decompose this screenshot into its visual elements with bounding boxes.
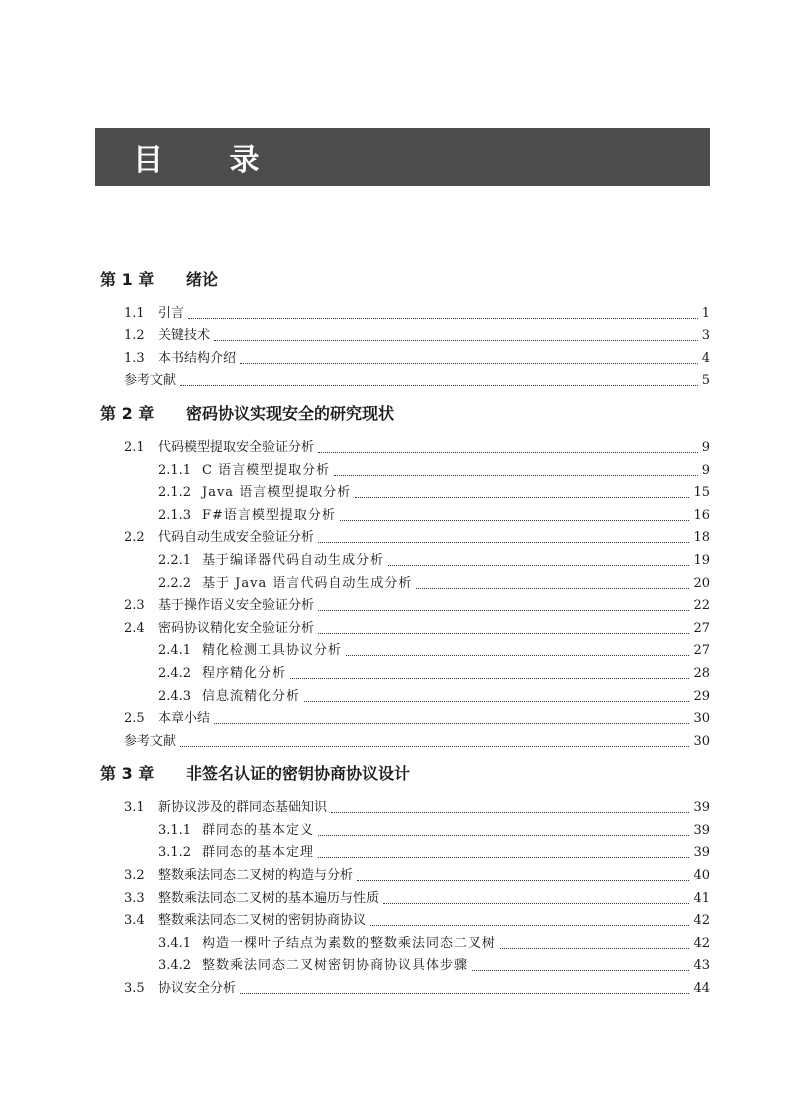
page-number: 27 xyxy=(693,620,710,636)
chapter-heading xyxy=(100,261,710,295)
page-number: 20 xyxy=(693,575,710,591)
page-number: 42 xyxy=(693,935,710,951)
toc-entry xyxy=(100,546,710,569)
dot-leader xyxy=(180,384,698,386)
section-title: 代码自动生成安全验证分析 xyxy=(158,530,315,546)
dot-leader xyxy=(188,317,698,319)
page-number: 40 xyxy=(693,868,710,884)
section-title: 参考文献 xyxy=(124,373,177,389)
page-number: 5 xyxy=(701,373,710,389)
section-title: F#语言模型提取分析 xyxy=(202,507,336,523)
section-number: 1.1 xyxy=(124,305,145,321)
section-number: 1.2 xyxy=(124,328,145,344)
dot-leader xyxy=(318,856,689,858)
section-title: 密码协议精化安全验证分析 xyxy=(158,620,315,636)
toc-entry xyxy=(100,592,710,615)
section-number: 3.3 xyxy=(124,890,145,906)
chapter-heading xyxy=(100,756,710,790)
dot-leader xyxy=(357,879,689,881)
page-number: 30 xyxy=(693,711,710,727)
dot-leader xyxy=(383,902,689,904)
section-number: 3.1.2 xyxy=(158,845,192,861)
section-title: Java 语言模型提取分析 xyxy=(202,485,352,501)
section-title: 整数乘法同态二叉树的基本遍历与性质 xyxy=(158,890,380,906)
toc-entry xyxy=(100,433,710,456)
toc-entry xyxy=(100,929,710,952)
section-title: 基于操作语义安全验证分析 xyxy=(158,598,315,614)
section-title: C 语言模型提取分析 xyxy=(202,462,331,478)
toc-entry xyxy=(100,839,710,862)
section-number: 2.4 xyxy=(124,620,145,636)
page-number: 9 xyxy=(701,462,710,478)
page-number: 15 xyxy=(693,485,710,501)
toc-title: 目 录 xyxy=(133,143,288,178)
toc-entry xyxy=(100,794,710,817)
section-title: 整数乘法同态二叉树的构造与分析 xyxy=(158,868,354,884)
toc-entry xyxy=(100,907,710,930)
toc-entry xyxy=(100,727,710,750)
toc-entry xyxy=(100,456,710,479)
table-of-contents xyxy=(100,255,710,997)
section-number: 3.1 xyxy=(124,800,145,816)
section-number: 2.4.1 xyxy=(158,643,192,659)
section-number: 2.5 xyxy=(124,711,145,727)
section-title: 信息流精化分析 xyxy=(202,688,301,704)
section-number: 2.1.2 xyxy=(158,485,192,501)
page-number: 4 xyxy=(701,350,710,366)
page-number: 30 xyxy=(693,733,710,749)
dot-leader xyxy=(416,587,689,589)
page-number: 41 xyxy=(693,890,710,906)
section-number: 2.4.2 xyxy=(158,665,192,681)
toc-entry xyxy=(100,479,710,502)
toc-entry xyxy=(100,816,710,839)
page-number: 16 xyxy=(693,507,710,523)
section-number: 3.2 xyxy=(124,868,145,884)
chapter-heading xyxy=(100,395,710,429)
section-number: 3.1.1 xyxy=(158,822,192,838)
section-title: 新协议涉及的群同态基础知识 xyxy=(158,800,328,816)
page-number: 44 xyxy=(693,981,710,997)
page-number: 18 xyxy=(693,530,710,546)
chapter-number: 第 3 章 xyxy=(100,764,155,784)
section-title: 构造一棵叶子结点为素数的整数乘法同态二叉树 xyxy=(202,935,497,951)
dot-leader xyxy=(370,924,689,926)
page-number: 9 xyxy=(701,439,710,455)
section-title: 参考文献 xyxy=(124,733,177,749)
toc-entry xyxy=(100,705,710,728)
page-number: 29 xyxy=(693,688,710,704)
dot-leader xyxy=(331,811,689,813)
dot-leader xyxy=(500,947,689,949)
section-number: 2.1.1 xyxy=(158,462,192,478)
toc-entry xyxy=(100,299,710,322)
page-number: 39 xyxy=(693,822,710,838)
section-number: 2.1 xyxy=(124,439,145,455)
section-number: 3.5 xyxy=(124,981,145,997)
dot-leader xyxy=(318,451,698,453)
page-number: 42 xyxy=(693,913,710,929)
page-number: 39 xyxy=(693,845,710,861)
section-number: 2.2 xyxy=(124,530,145,546)
dot-leader xyxy=(214,339,698,341)
section-title: 引言 xyxy=(158,305,185,321)
page-number: 19 xyxy=(693,552,710,568)
page-number: 43 xyxy=(693,958,710,974)
section-title: 程序精化分析 xyxy=(202,665,287,681)
section-title: 精化检测工具协议分析 xyxy=(202,643,343,659)
toc-entry xyxy=(100,659,710,682)
dot-leader xyxy=(304,700,689,702)
toc-entry xyxy=(100,367,710,390)
toc-entry xyxy=(100,637,710,660)
section-title: 基于 Java 语言代码自动生成分析 xyxy=(202,575,413,591)
section-number: 2.2.2 xyxy=(158,575,192,591)
toc-entry xyxy=(100,322,710,345)
section-number: 2.1.3 xyxy=(158,507,192,523)
dot-leader xyxy=(318,609,689,611)
dot-leader xyxy=(318,834,689,836)
page-number: 1 xyxy=(701,305,710,321)
page-number: 39 xyxy=(693,800,710,816)
section-number: 1.3 xyxy=(124,350,145,366)
chapter-title: 非签名认证的密钥协商协议设计 xyxy=(186,764,411,784)
toc-title-bar xyxy=(95,128,710,186)
dot-leader xyxy=(346,654,689,656)
dot-leader xyxy=(240,992,689,994)
chapter-title: 绪论 xyxy=(186,269,219,289)
dot-leader xyxy=(340,519,690,521)
section-number: 2.2.1 xyxy=(158,552,192,568)
section-number: 3.4.2 xyxy=(158,958,192,974)
dot-leader xyxy=(318,541,689,543)
section-number: 3.4 xyxy=(124,913,145,929)
toc-entry xyxy=(100,861,710,884)
page-number: 22 xyxy=(693,598,710,614)
dot-leader xyxy=(180,745,689,747)
section-title: 群同态的基本定义 xyxy=(202,822,315,838)
section-title: 群同态的基本定理 xyxy=(202,845,315,861)
chapter-title: 密码协议实现安全的研究现状 xyxy=(186,403,395,423)
dot-leader xyxy=(355,496,689,498)
section-title: 本书结构介绍 xyxy=(158,350,237,366)
dot-leader xyxy=(318,632,689,634)
page-number: 27 xyxy=(693,643,710,659)
section-title: 本章小结 xyxy=(158,711,211,727)
toc-entry xyxy=(100,569,710,592)
section-number: 2.4.3 xyxy=(158,688,192,704)
section-title: 整数乘法同态二叉树密钥协商协议具体步骤 xyxy=(202,958,469,974)
dot-leader xyxy=(334,474,698,476)
toc-entry xyxy=(100,952,710,975)
toc-entry xyxy=(100,682,710,705)
toc-entry xyxy=(100,884,710,907)
toc-entry xyxy=(100,974,710,997)
toc-entry xyxy=(100,344,710,367)
chapter-number: 第 1 章 xyxy=(100,269,155,289)
dot-leader xyxy=(388,564,689,566)
dot-leader xyxy=(240,362,698,364)
chapter-number: 第 2 章 xyxy=(100,403,155,423)
section-title: 协议安全分析 xyxy=(158,981,237,997)
section-title: 基于编译器代码自动生成分析 xyxy=(202,552,385,568)
dot-leader xyxy=(290,677,689,679)
section-number: 2.3 xyxy=(124,598,145,614)
toc-entry xyxy=(100,614,710,637)
toc-entry xyxy=(100,501,710,524)
section-title: 关键技术 xyxy=(158,328,211,344)
section-title: 代码模型提取安全验证分析 xyxy=(158,439,315,455)
section-title: 整数乘法同态二叉树的密钥协商协议 xyxy=(158,913,367,929)
dot-leader xyxy=(214,722,689,724)
toc-entry xyxy=(100,524,710,547)
dot-leader xyxy=(472,969,689,971)
section-number: 3.4.1 xyxy=(158,935,192,951)
page-number: 28 xyxy=(693,665,710,681)
page-number: 3 xyxy=(701,328,710,344)
